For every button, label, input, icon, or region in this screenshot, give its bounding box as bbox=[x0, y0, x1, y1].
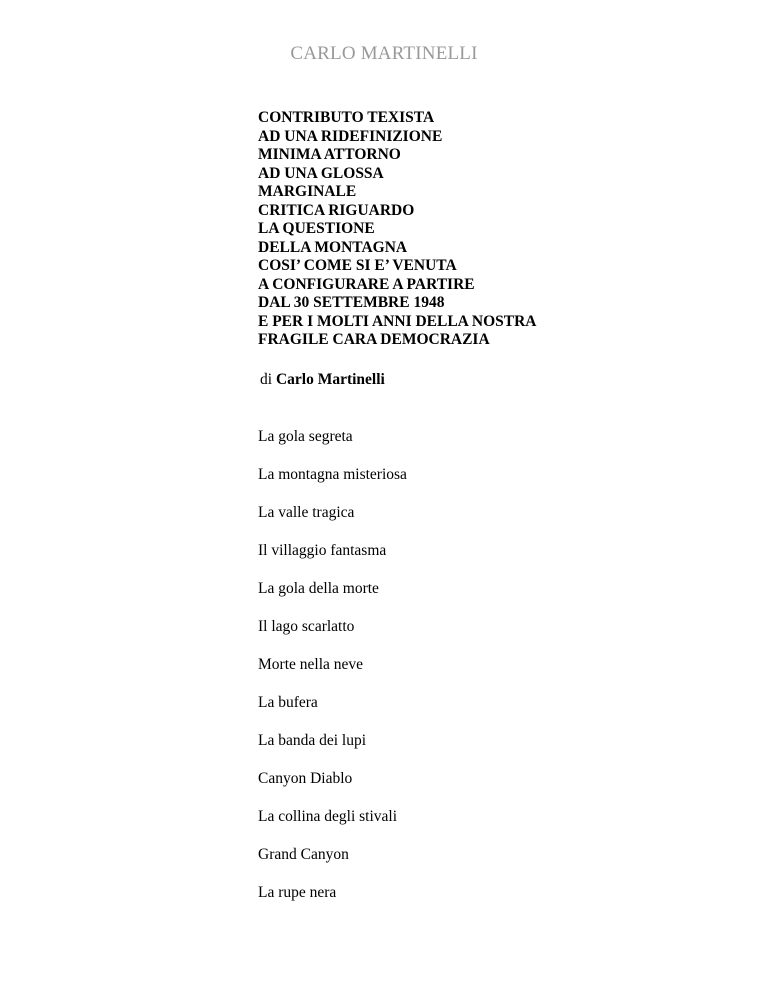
list-item: La gola della morte bbox=[258, 580, 379, 597]
list-item: La valle tragica bbox=[258, 504, 355, 521]
list-item: Canyon Diablo bbox=[258, 770, 353, 787]
titles-list bbox=[258, 428, 738, 922]
list-item: La bufera bbox=[258, 694, 318, 711]
title-line: CRITICA RIGUARDO bbox=[258, 201, 415, 219]
title-line: AD UNA RIDEFINIZIONE bbox=[258, 127, 443, 145]
title-line: COSI’ COME SI E’ VENUTA bbox=[258, 257, 457, 274]
title-line: MINIMA ATTORNO bbox=[258, 146, 401, 163]
list-item: La montagna misteriosa bbox=[258, 466, 407, 483]
document-title bbox=[258, 109, 738, 350]
title-line: AD UNA GLOSSA bbox=[258, 164, 384, 182]
list-item: Il villaggio fantasma bbox=[258, 542, 387, 559]
byline bbox=[260, 371, 385, 389]
list-item: La collina degli stivali bbox=[258, 808, 398, 825]
list-item: Grand Canyon bbox=[258, 846, 349, 863]
byline-author: Carlo Martinelli bbox=[275, 371, 385, 388]
title-line: E PER I MOLTI ANNI DELLA NOSTRA bbox=[258, 312, 537, 330]
list-item: Morte nella neve bbox=[258, 656, 364, 673]
title-line: FRAGILE CARA DEMOCRAZIA bbox=[258, 331, 490, 348]
list-item: Il lago scarlatto bbox=[258, 618, 355, 635]
list-item: La rupe nera bbox=[258, 884, 337, 901]
title-line: DELLA MONTAGNA bbox=[258, 238, 408, 256]
title-line: DAL 30 SETTEMBRE 1948 bbox=[258, 294, 445, 311]
title-line: CONTRIBUTO TEXISTA bbox=[258, 109, 435, 126]
list-item: La gola segreta bbox=[258, 428, 353, 445]
byline-prefix: di bbox=[260, 371, 273, 388]
title-line: MARGINALE bbox=[258, 183, 357, 200]
title-line: LA QUESTIONE bbox=[258, 220, 375, 237]
list-item: La banda dei lupi bbox=[258, 732, 367, 749]
page-header: CARLO MARTINELLI bbox=[290, 43, 478, 64]
title-line: A CONFIGURARE A PARTIRE bbox=[258, 275, 475, 293]
